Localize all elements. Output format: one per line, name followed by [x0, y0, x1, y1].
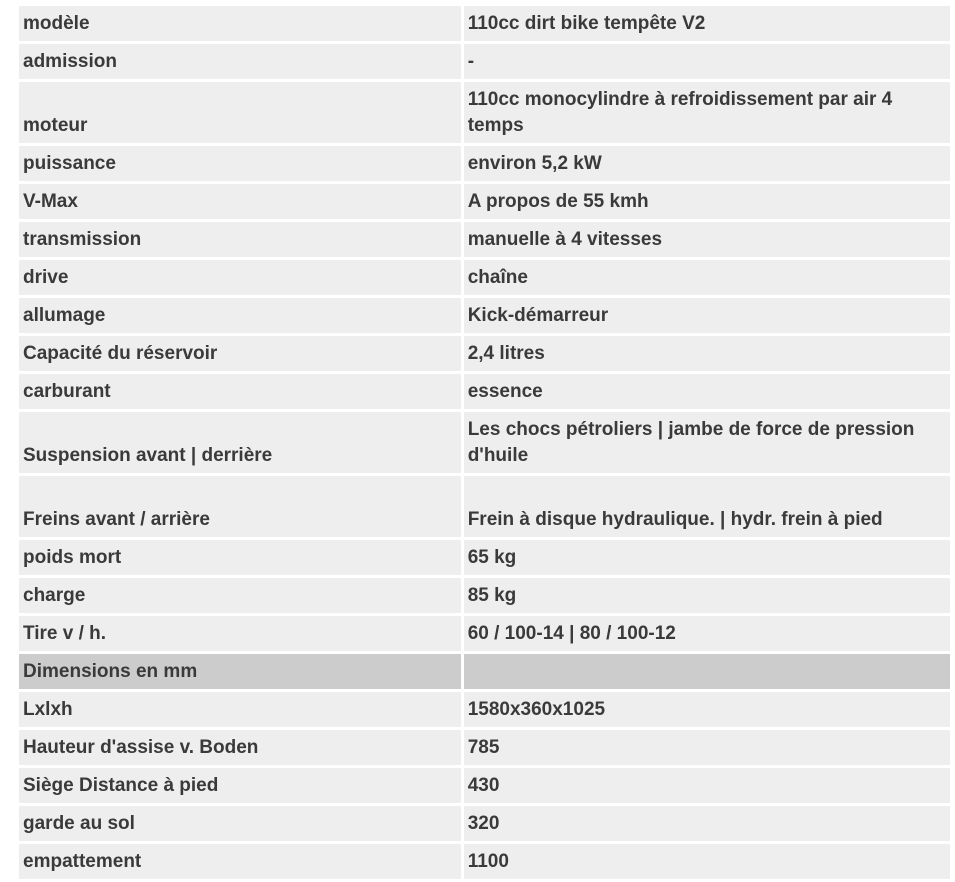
spec-value: A propos de 55 kmh: [464, 184, 950, 219]
spec-label: drive: [19, 260, 461, 295]
spec-value: 110cc monocylindre à refroidissement par air 4 temps: [464, 82, 950, 143]
spec-label: charge: [19, 578, 461, 613]
table-row: [19, 146, 950, 181]
section-title: Dimensions en mm: [19, 654, 461, 689]
table-row: [19, 806, 950, 841]
table-row: [19, 6, 950, 41]
spec-label: transmission: [19, 222, 461, 257]
spec-label: Hauteur d'assise v. Boden: [19, 730, 461, 765]
spec-label: admission: [19, 44, 461, 79]
spec-label: allumage: [19, 298, 461, 333]
spec-value: chaîne: [464, 260, 950, 295]
spec-label: V-Max: [19, 184, 461, 219]
spec-label: garde au sol: [19, 806, 461, 841]
spec-value: 60 / 100-14 | 80 / 100-12: [464, 616, 950, 651]
table-row: [19, 768, 950, 803]
spec-label: moteur: [19, 82, 461, 143]
section-value: [464, 654, 950, 689]
table-row: [19, 540, 950, 575]
spec-value: 2,4 litres: [464, 336, 950, 371]
spec-value: 85 kg: [464, 578, 950, 613]
spec-label: Freins avant / arrière: [19, 476, 461, 537]
spec-value: -: [464, 44, 950, 79]
spec-label: carburant: [19, 374, 461, 409]
spec-value: 320: [464, 806, 950, 841]
spec-label: poids mort: [19, 540, 461, 575]
spec-value: Frein à disque hydraulique. | hydr. frein à pied: [464, 476, 950, 537]
table-row: [19, 844, 950, 879]
spec-value: 1100: [464, 844, 950, 879]
table-row: [19, 222, 950, 257]
spec-value: essence: [464, 374, 950, 409]
spec-value: environ 5,2 kW: [464, 146, 950, 181]
table-row: [19, 336, 950, 371]
table-row: [19, 578, 950, 613]
spec-value: 65 kg: [464, 540, 950, 575]
table-row: [19, 374, 950, 409]
section-header-row: [19, 654, 950, 689]
spec-label: puissance: [19, 146, 461, 181]
table-row: [19, 730, 950, 765]
table-row: [19, 412, 950, 473]
spec-label: Capacité du réservoir: [19, 336, 461, 371]
table-row: [19, 476, 950, 537]
spec-label: Siège Distance à pied: [19, 768, 461, 803]
table-row: [19, 616, 950, 651]
spec-value: 430: [464, 768, 950, 803]
spec-label: empattement: [19, 844, 461, 879]
spec-label: Suspension avant | derrière: [19, 412, 461, 473]
table-row: [19, 260, 950, 295]
table-row: [19, 692, 950, 727]
table-row: [19, 298, 950, 333]
spec-value: 110cc dirt bike tempête V2: [464, 6, 950, 41]
table-row: [19, 82, 950, 143]
spec-label: Lxlxh: [19, 692, 461, 727]
spec-label: modèle: [19, 6, 461, 41]
spec-value: Kick-démarreur: [464, 298, 950, 333]
spec-table: [16, 3, 953, 882]
spec-value: Les chocs pétroliers | jambe de force de pression d'huile: [464, 412, 950, 473]
spec-value: manuelle à 4 vitesses: [464, 222, 950, 257]
spec-label: Tire v / h.: [19, 616, 461, 651]
spec-value: 785: [464, 730, 950, 765]
table-row: [19, 44, 950, 79]
spec-value: 1580x360x1025: [464, 692, 950, 727]
table-row: [19, 184, 950, 219]
